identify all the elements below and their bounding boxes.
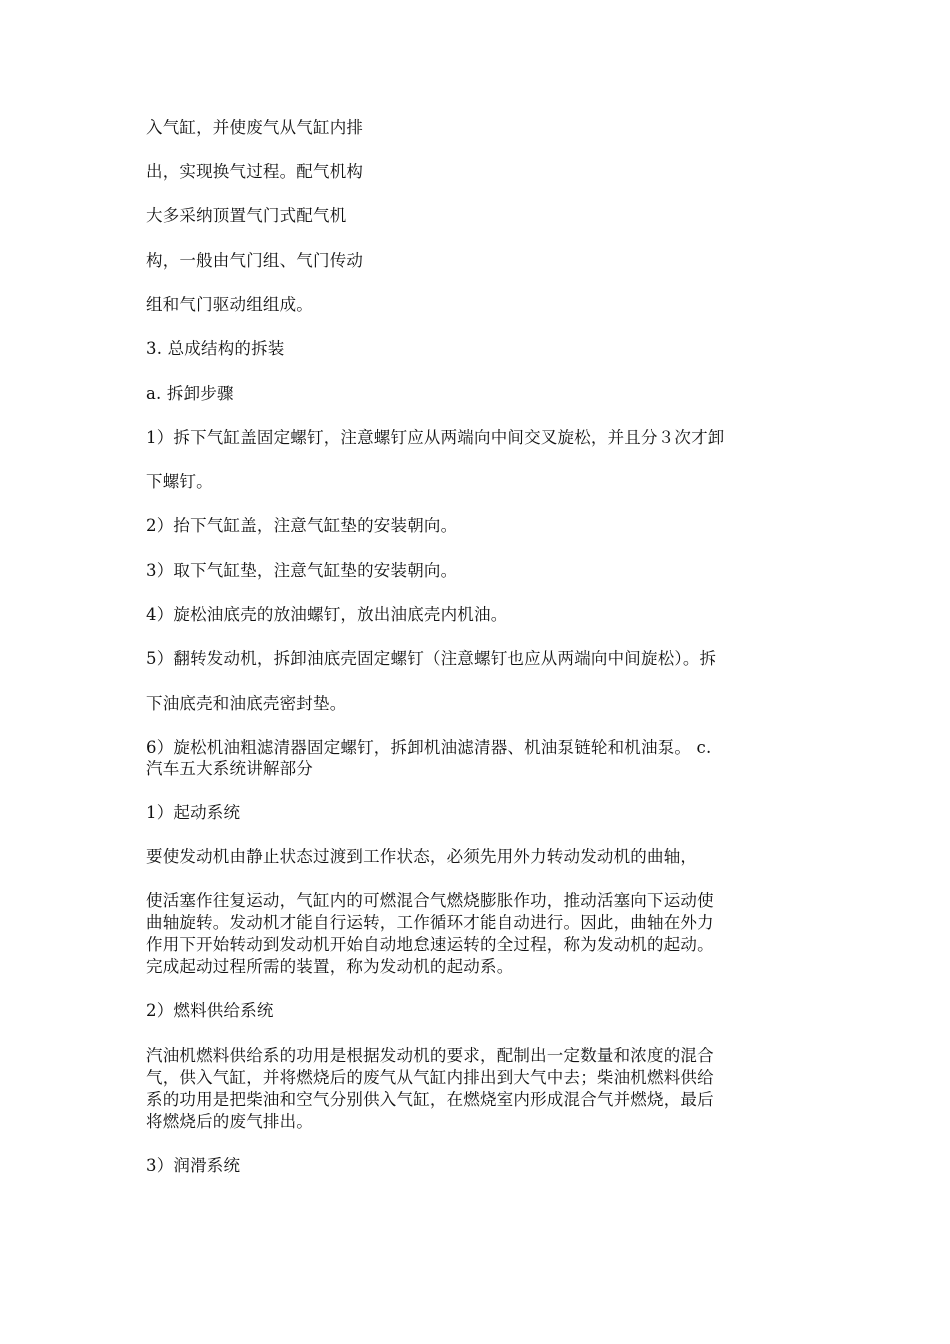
text-line: 下螺钉。 xyxy=(146,472,213,491)
text-line: 要使发动机由静止状态过渡到工作状态，必须先用外力转动发动机的曲轴， xyxy=(146,847,698,866)
system-heading: 2）燃料供给系统 xyxy=(146,1001,274,1020)
subsection-heading: 汽车五大系统讲解部分 xyxy=(146,759,313,778)
subsection-heading: a. 拆卸步骤 xyxy=(146,384,234,403)
step-item: 3）取下气缸垫，注意气缸垫的安装朝向。 xyxy=(146,561,458,580)
text-line: 曲轴旋转。发动机才能自行运转，工作循环才能自动进行。因此，曲轴在外力 xyxy=(146,913,714,932)
step-item: 1）拆下气缸盖固定螺钉，注意螺钉应从两端向中间交叉旋松，并且分３次才卸 xyxy=(146,428,725,447)
text-line: 气，供入气缸，并将燃烧后的废气从气缸内排出到大气中去；柴油机燃料供给 xyxy=(146,1068,714,1087)
step-item: 2）抬下气缸盖，注意气缸垫的安装朝向。 xyxy=(146,516,458,535)
system-heading: 3）润滑系统 xyxy=(146,1156,241,1175)
text-line: 构，一般由气门组、气门传动 xyxy=(146,251,364,270)
text-line: 组和气门驱动组组成。 xyxy=(146,295,313,314)
text-line: 入气缸，并使废气从气缸内排 xyxy=(146,118,364,137)
text-line: 使活塞作往复运动，气缸内的可燃混合气燃烧膨胀作功，推动活塞向下运动使 xyxy=(146,891,714,910)
text-line: 下油底壳和油底壳密封垫。 xyxy=(146,694,347,713)
section-heading: 3. 总成结构的拆装 xyxy=(146,339,285,358)
text-line: 将燃烧后的废气排出。 xyxy=(146,1112,313,1131)
text-line: 大多采纳顶置气门式配气机 xyxy=(146,206,347,225)
step-item: 5）翻转发动机，拆卸油底壳固定螺钉（注意螺钉也应从两端向中间旋松）。拆 xyxy=(146,649,717,668)
text-line: 系的功用是把柴油和空气分别供入气缸，在燃烧室内形成混合气并燃烧，最后 xyxy=(146,1090,714,1109)
text-line: 完成起动过程所需的装置，称为发动机的起动系。 xyxy=(146,957,514,976)
text-line: 作用下开始转动到发动机开始自动地怠速运转的全过程，称为发动机的起动。 xyxy=(146,935,714,954)
system-heading: 1）起动系统 xyxy=(146,803,241,822)
step-item: 4）旋松油底壳的放油螺钉，放出油底壳内机油。 xyxy=(146,605,508,624)
text-line: 出，实现换气过程。配气机构 xyxy=(146,162,364,181)
text-line: 汽油机燃料供给系的功用是根据发动机的要求，配制出一定数量和浓度的混合 xyxy=(146,1046,714,1065)
step-item: 6）旋松机油粗滤清器固定螺钉，拆卸机油滤清器、机油泵链轮和机油泵。 c. xyxy=(146,738,712,757)
